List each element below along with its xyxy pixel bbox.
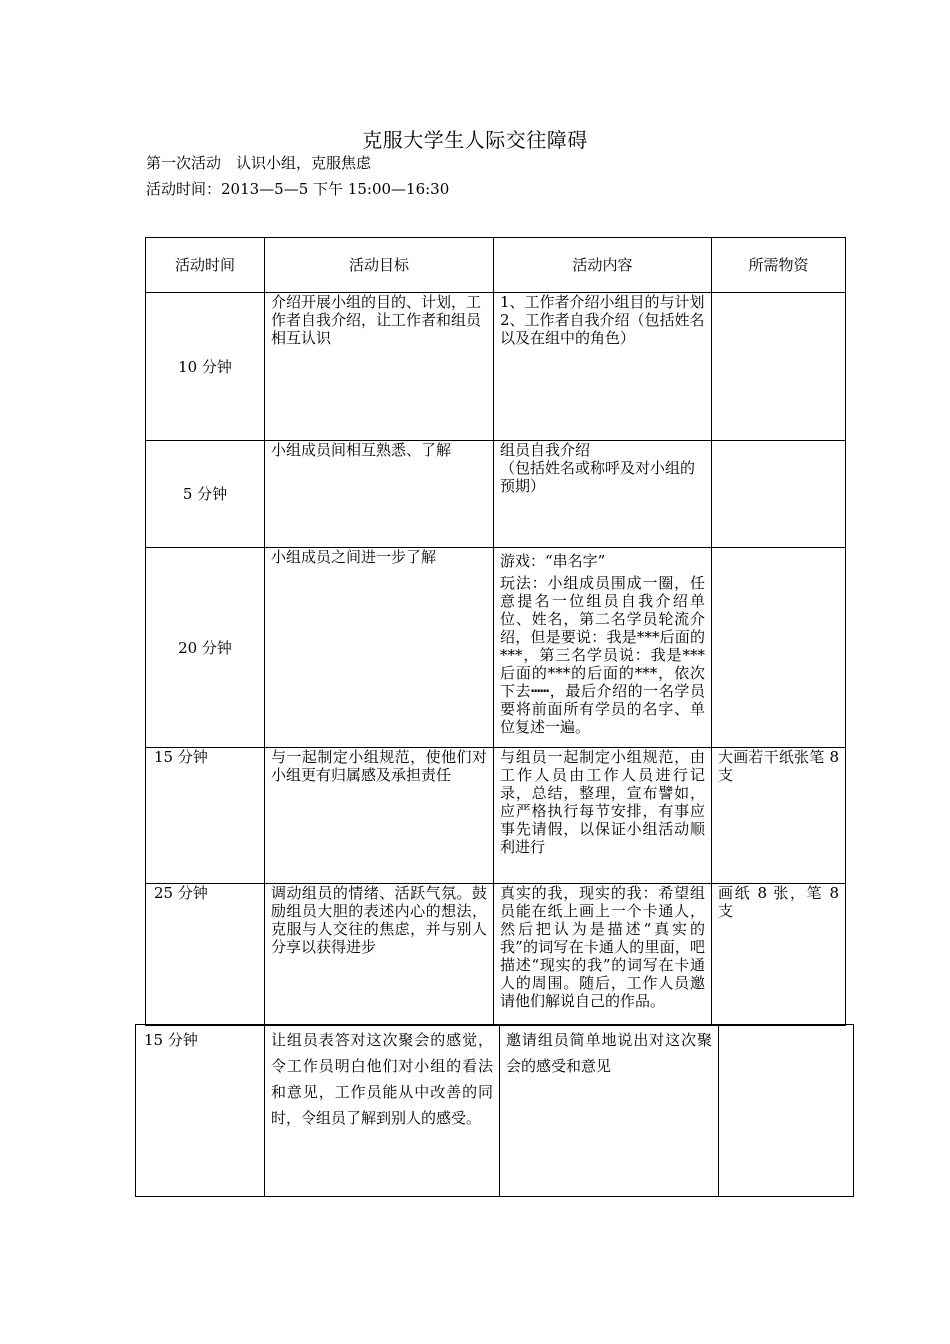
header-materials: 所需物资 <box>712 238 846 293</box>
activity-subtitle: 第一次活动 认识小组，克服焦虑 <box>146 154 372 172</box>
row-time: 10 分钟 <box>146 293 265 441</box>
row-goal: 与一起制定小组规范，使他们对小组更有归属感及承担责任 <box>265 748 494 884</box>
activity-time: 活动时间：2013—5—5 下午 15:00—16:30 <box>146 180 450 198</box>
table-row <box>146 884 846 1026</box>
table-row <box>146 748 846 884</box>
header-goal: 活动目标 <box>265 238 494 293</box>
content-line: 玩法：小组成员围成一圈，任意提名一位组员自我介绍单位、姓名，第二名学员轮流介绍，但是要说：我是***后面的***，第三名学员说：我是***后面的***的后面的***，依次下去┅┅，最后介绍的一名学员要将前面所有学员的名字、单位复述一遍。 <box>500 574 705 736</box>
document-title: 克服大学生人际交往障碍 <box>362 128 588 152</box>
row-materials <box>719 1025 854 1197</box>
table-row <box>146 441 846 548</box>
header-content: 活动内容 <box>494 238 712 293</box>
row-materials: 大画若干纸张笔 8 支 <box>712 748 846 884</box>
row-content: 真实的我，现实的我：希望组员能在纸上画上一个卡通人，然后把认为是描述“真实的我”的词写在卡通人的里面，吧描述“现实的我”的词写在卡通人的周围。随后，工作人员邀请他们解说自己的作品。 <box>494 884 712 1026</box>
row-content: 邀请组员简单地说出对这次聚会的感受和意见 <box>500 1025 719 1197</box>
row-content <box>494 293 712 441</box>
row-materials <box>712 441 846 548</box>
row-time: 15 分钟 <box>136 1025 265 1197</box>
activity-table-continued <box>135 1024 854 1197</box>
table-row <box>146 548 846 748</box>
row-time: 5 分钟 <box>146 441 265 548</box>
row-goal: 调动组员的情绪、活跃气氛。鼓励组员大胆的表述内心的想法，克服与人交往的焦虑，并与别人分享以获得进步 <box>265 884 494 1026</box>
row-time: 20 分钟 <box>146 548 265 748</box>
row-content: 与组员一起制定小组规范，由工作人员由工作人员进行记录，总结，整理，宣布譬如，应严格执行每节安排，有事应事先请假，以保证小组活动顺利进行 <box>494 748 712 884</box>
row-materials <box>712 548 846 748</box>
table-header-row <box>146 238 846 293</box>
row-time: 25 分钟 <box>146 884 265 1026</box>
row-goal: 介绍开展小组的目的、计划，工作者自我介绍，让工作者和组员相互认识 <box>265 293 494 441</box>
content-line: 2、工作者自我介绍（包括姓名以及在组中的角色） <box>500 311 705 347</box>
row-time: 15 分钟 <box>146 748 265 884</box>
content-line: 游戏：“串名字” <box>500 552 606 570</box>
table-row <box>146 293 846 441</box>
content-line: 1、工作者介绍小组目的与计划 <box>500 293 705 311</box>
row-content <box>494 441 712 548</box>
row-goal: 小组成员间相互熟悉、了解 <box>265 441 494 548</box>
table-row <box>136 1025 854 1197</box>
row-content <box>494 548 712 748</box>
row-materials: 画纸 8 张，笔 8 支 <box>712 884 846 1026</box>
activity-table <box>145 237 846 1026</box>
header-time: 活动时间 <box>146 238 265 293</box>
row-materials <box>712 293 846 441</box>
row-goal: 小组成员之间进一步了解 <box>265 548 494 748</box>
content-line: 组员自我介绍 <box>500 441 591 459</box>
row-goal: 让组员表答对这次聚会的感觉，令工作员明白他们对小组的看法和意见，工作员能从中改善的同时，令组员了解到别人的感受。 <box>265 1025 500 1197</box>
content-line: （包括姓名或称呼及对小组的预期） <box>500 459 696 495</box>
